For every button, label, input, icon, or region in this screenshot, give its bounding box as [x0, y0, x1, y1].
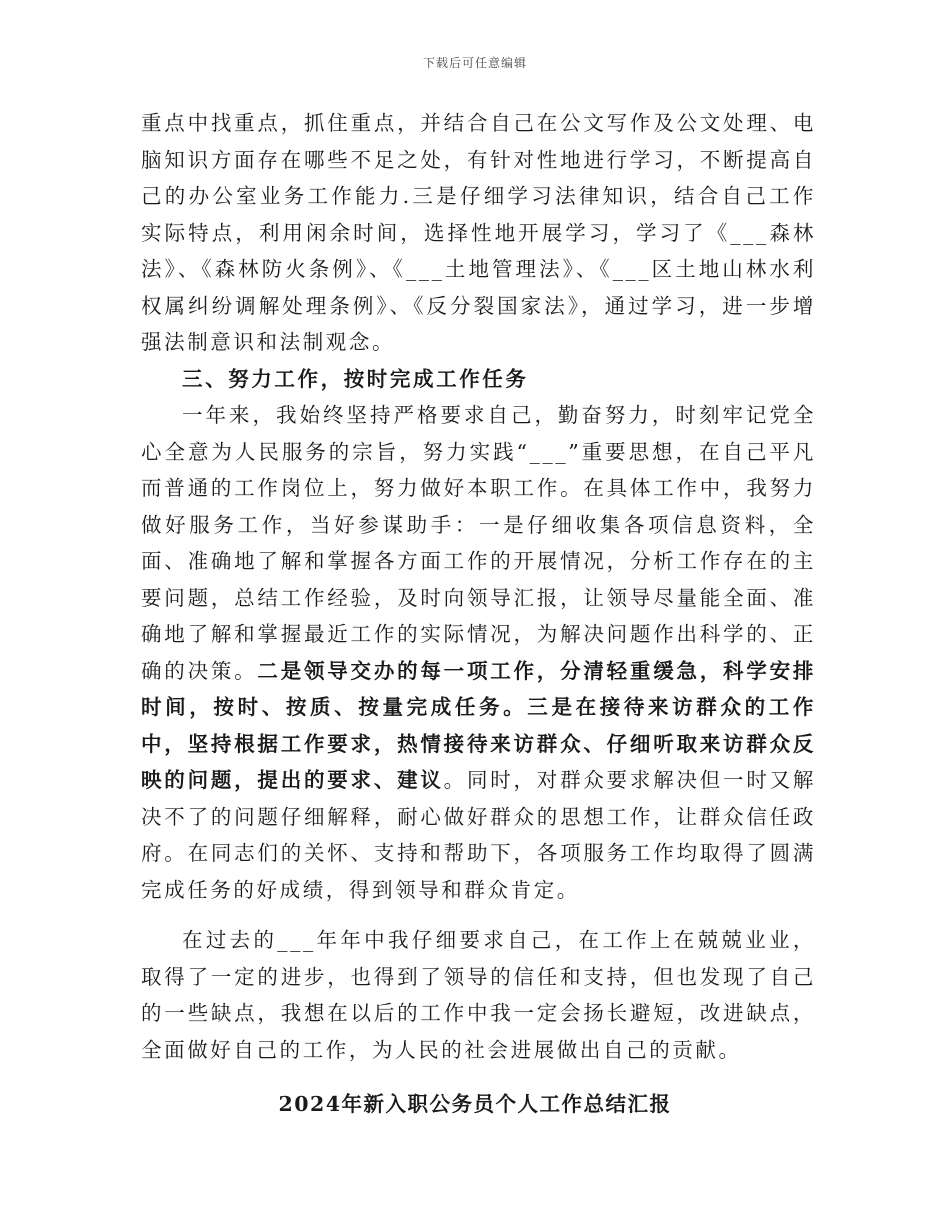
paragraph-work-tasks — [141, 397, 816, 908]
paragraph-text: 。同时，对群众要求解决但一时又解决不了的问题仔细解释，耐心做好群众的思想工作，让群众信任政府。在同志们的关怀、支持和帮助下，各项服务工作均取得了圆满完成任务的好成绩，得到领导和群众肯定。 — [141, 768, 816, 902]
section-heading: 三、努力工作，按时完成工作任务 — [182, 366, 529, 391]
paragraph-bold-text: 二是领导交办的每一项工作，分清轻重缓急，科学安排时间，按时、按质、按量完成任务。三是在接待来访群众的工作中，坚持根据工作要求，热情接待来访群众、仔细听取来访群众反映的问题，提出的要求、建议 — [141, 658, 817, 792]
paragraph-text: 一年来，我始终坚持严格要求自己，勤奋努力，时刻牢记党全心全意为人民服务的宗旨，努力实践“___”重要思想，在自己平凡而普通的工作岗位上，努力做好本职工作。在具体工作中，我努力做好服务工作，当好参谋助手：一是仔细收集各项信息资料，全面、准确地了解和掌握各方面工作的开展情况，分析工作存在的主要问题，总结工作经验，及时向领导汇报，让领导尽量能全面、准确地了解和掌握最近工作的实际情况，为解决问题作出科学的、正确的决策。 — [141, 403, 816, 683]
next-document-title: 2024年新入职公务员个人工作总结汇报 — [278, 1092, 672, 1116]
paragraph-conclusion: 在过去的___年年中我仔细要求自己，在工作上在兢兢业业，取得了一定的进步，也得到了领导的信任和支持，但也发现了自己的一些缺点，我想在以后的工作中我一定会扬长避短，改进缺点，全面做好自己的工作，为人民的社会进展做出自己的贡献。 — [141, 928, 816, 1062]
page-header: 下载后可任意编辑 — [422, 56, 527, 70]
paragraph-continuation: 重点中找重点，抓住重点，并结合自己在公文写作及公文处理、电脑知识方面存在哪些不足之处，有针对性地进行学习，不断提高自己的办公室业务工作能力.三是仔细学习法律知识，结合自己工作实际特点，利用闲余时间，选择性地开展学习，学习了《___森林法》、《森林防火条例》、《___土地管理法》、《___区土地山林水利权属纠纷调解处理条例》、《反分裂国家法》，通过学习，进一步增强法制意识和法制观念。 — [141, 111, 816, 354]
document-body — [141, 105, 816, 1068]
